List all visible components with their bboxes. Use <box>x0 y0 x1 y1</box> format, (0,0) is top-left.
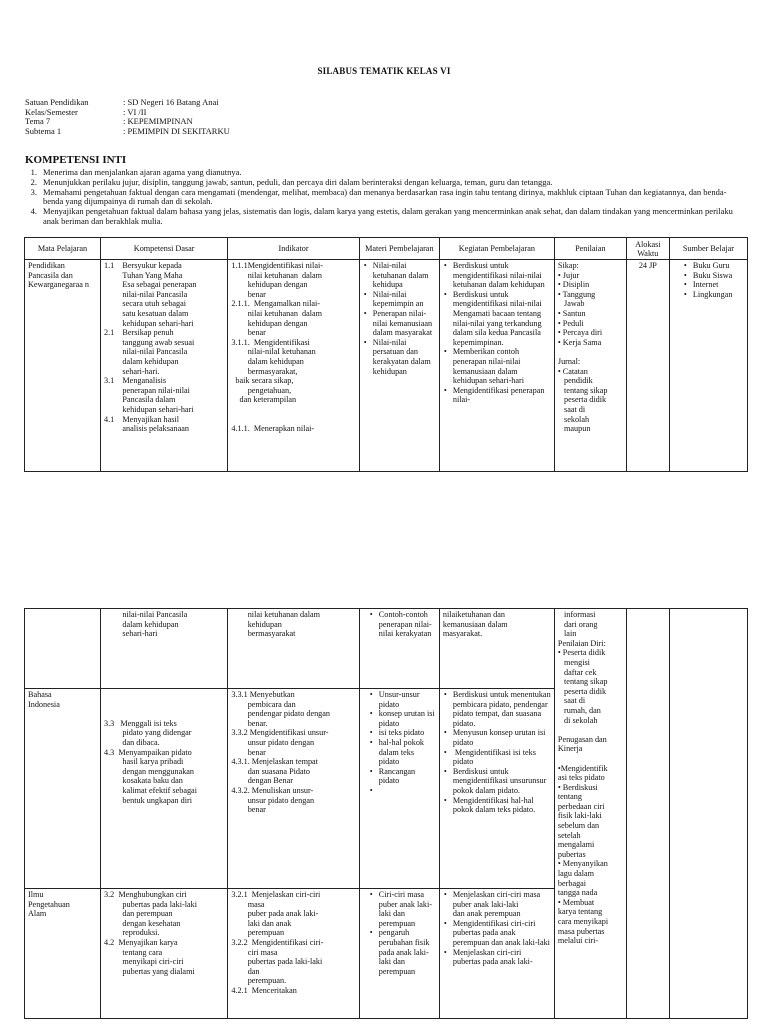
materi-cell <box>359 689 439 889</box>
info-value: : SD Negeri 16 Batang Anai <box>123 97 219 107</box>
kd-cell: 1.1 Bersyukur kepada Tuhan Yang Maha Esa sebagai penerapan nilai-nilai Pancasila secara utuh sebagai satu kesatuan dalam kehidupan sehari-hari 2.1 Bersikap penuh tanggung awab sesuai nilai-nilai Pancasila dalam kehidupan sehari-hari. 3.1 Menganalisis penerapan nilai-nilai Pancasila dalam kehidupan sehari-hari 4.1 Menyajikan hasil analisis pelaksanaan <box>100 260 227 472</box>
ki-text: Memahami pengetahuan faktual dengan cara mengamati (mendengar, melihat, membaca) dan menanya berdasarkan rasa ingin tahu tentang dirinya, makhluk ciptaan Tuhan dan kegiatannya, dan benda-benda yang dijumpainya di rumah dan di sekolah. <box>43 186 727 207</box>
kd-cell: 3.2 Menghubungkan ciri pubertas pada laki-laki dan perempuan dengan kesehatan reproduksi. 4.2 Menyajikan karya tentang cara menyikapi ciri-ciri pubertas yang dialami <box>100 889 227 1019</box>
ki-item <box>25 188 745 208</box>
ki-number: 1. <box>30 167 37 177</box>
kd-cell: 3.3 Menggali isi teks pidato yang didengar dan dibaca. 4.3 Menyampaikan pidato hasil karya pribadi dengan menggunakan kosakata baku dan kalimat efektif sebagai bentuk ungkapan diri <box>100 689 227 889</box>
list-item: • Mengidentifikasi isi teks pidato <box>453 748 551 767</box>
ki-list <box>25 168 745 227</box>
header-cell: Alokasi Waktu <box>626 238 669 260</box>
info-row <box>25 127 230 137</box>
header-cell: Penilaian <box>554 238 626 260</box>
list-item: • Menyusun konsep urutan isi pidato <box>453 728 551 747</box>
list-item: • Nilai-nilai persatuan dan kerakyatan dalam kehidupan <box>373 338 436 376</box>
list-item: • Mengidentifikasi hal-hal pokok dalam teks pidato. <box>453 796 551 815</box>
list-item: • Berdiskusi untuk mengidentifikasi nilai-nilai Mengamati bacaan tentang nilai-nilai yang terkandung dalam sila kedua Pancasila kepemimpinan. <box>453 290 551 348</box>
list-item: • konsep urutan isi pidato <box>379 709 436 728</box>
table-header-row <box>25 238 748 260</box>
kegiatan-cell <box>439 689 554 889</box>
syllabus-table-page-1 <box>24 237 748 472</box>
list-item: • Buku Guru <box>693 261 744 271</box>
list-item: • Berdiskusi untuk menentukan pembicara pidato, pendengar pidato tempat, dan suasana pidato. <box>453 690 551 728</box>
document-title: SILABUS TEMATIK KELAS VI <box>317 66 451 76</box>
list-item: • hal-hal pokok dalam teks pidato <box>379 738 436 767</box>
info-key: Kelas/Semester <box>25 106 78 117</box>
indikator-cell: 3.2.1 Menjelaskan ciri-ciri masa puber pada anak laki- laki dan anak perempuan 3.2.2 Mengidentifikasi ciri- ciri masa pubertas pada laki-laki dan perempuan. 4.2.1 Menceritakan <box>228 889 359 1019</box>
list-item: • Memberikan contoh penerapan nilai-nilai kemanusiaan dalam kehidupan sehari-hari <box>453 347 551 385</box>
info-key: Tema 7 <box>25 116 51 126</box>
info-value: : VI /II <box>123 106 147 117</box>
penilaian-cell: Sikap: • Jujur • Disiplin • Tanggung Jawab • Santun • Peduli • Percaya diri • Kerja Sama Jurnal: • Catatan pendidik tentang sikap peserta didik saat di sekolah maupun <box>554 260 626 472</box>
materi-cell <box>359 609 439 689</box>
header-cell: Kegiatan Pembelajaran <box>439 238 554 260</box>
kegiatan-cell: nilaiketuhanan dan kemanusiaan dalam masyarakat. <box>439 609 554 689</box>
list-item: • Buku Siswa <box>693 271 744 281</box>
waktu-cell: 24 JP <box>626 260 669 472</box>
kegiatan-cell <box>439 260 554 472</box>
mapel-cell: Pendidikan Pancasila dan Kewarganegaraa n <box>25 260 101 472</box>
list-item: • Mengidentifikasi ciri-ciri pubertas pada anak perempuan dan anak laki-laki <box>453 919 551 948</box>
list-item: • Rancangan pidato <box>379 767 436 786</box>
mapel-cell: Ilmu Pengetahuan Alam <box>25 889 101 1019</box>
ki-heading: KOMPETENSI INTI <box>25 154 127 166</box>
table-row <box>25 260 748 472</box>
header-cell: Kompetensi Dasar <box>100 238 227 260</box>
materi-cell <box>359 260 439 472</box>
ki-text: Menunjukkan perilaku jujur, disiplin, tanggung jawab, santun, peduli, dan percaya diri dalam berinteraksi dengan keluarga, teman, guru dan tetangga. <box>43 176 553 187</box>
info-key: Satuan Pendidikan <box>25 97 89 107</box>
info-key: Subtema 1 <box>25 125 62 136</box>
waktu-cell <box>626 609 669 1019</box>
page-1 <box>0 0 768 500</box>
penilaian-cell: informasi dari orang lain Penilaian Diri: • Peserta didik mengisi daftar cek tentang sikap peserta didik saat di rumah, dan di sekolah Penugasan dan Kinerja •Mengidentifik asi teks pidato • Berdiskusi tentang perbedaan ciri fisik laki-laki sebelum dan setelah mengalami pubertas • Menyanyikan lagu dalam berbagai tangga nada • Membuat karya tentang cara menyikapi masa pubertas melalui ciri- <box>554 609 626 1019</box>
sumber-cell <box>669 609 747 1019</box>
ki-item <box>25 207 745 227</box>
table-row <box>25 609 748 689</box>
list-item: • Lingkungan <box>693 290 744 300</box>
indikator-cell: nilai ketuhanan dalam kehidupan bermasyarakat <box>228 609 359 689</box>
info-value: : KEPEMIMPINAN <box>123 116 193 126</box>
identity-block <box>25 98 230 136</box>
materi-cell <box>359 889 439 1019</box>
list-item: • Ciri-ciri masa puber anak laki-laki dan perempuan <box>379 890 436 928</box>
list-item: • Unsur-unsur pidato <box>379 690 436 709</box>
indikator-cell: 3.3.1 Menyebutkan pembicara dan pendengar pidato dengan benar. 3.3.2 Mengidentifikasi unsur- unsur pidato dengan benar 4.3.1. Menjelaskan tempat dan suasana Pidato dengan Benar 4.3.2. Menuliskan unsur- unsur pidato dengan benar <box>228 689 359 889</box>
list-item: • Nilai-nilai ketuhanan dalam kehidupa <box>373 261 436 290</box>
list-item: • Berdiskusi untuk mengidentifikasi unsurunsur pokok dalam pidato. <box>453 767 551 796</box>
kegiatan-cell <box>439 889 554 1019</box>
ki-number: 3. <box>30 186 37 197</box>
list-item: • Menjelaskan ciri-ciri masa puber anak laki-laki dan anak perempuan <box>453 890 551 919</box>
sumber-cell <box>669 260 747 472</box>
info-value: : PEMIMPIN DI SEKITARKU <box>123 125 230 136</box>
ki-text: Menyajikan pengetahuan faktual dalam bahasa yang jelas, sistematis dan logis, dalam karya yang estetis, dalam gerakan yang mencerminkan anak sehat, dan dalam tindakan yang mencerminkan perilaku anak beriman dan berakhlak mulia. <box>43 206 733 226</box>
list-item: • Mengidentifikasi penerapan nilai- <box>453 386 551 405</box>
list-item: • Berdiskusi untuk mengidentifikasi nilai-nilai ketuhanan dalam kehidupan <box>453 261 551 290</box>
mapel-cell <box>25 609 101 689</box>
ki-number: 2. <box>30 176 37 187</box>
list-item: • Internet <box>693 280 744 290</box>
syllabus-table-page-2 <box>24 608 748 1019</box>
header-cell: Sumber Belajar <box>669 238 747 260</box>
indikator-cell: 1.1.1Mengidentifikasi nilai- nilai ketuhanan dalam kehidupan dengan benar 2.1.1. Mengamalkan nilai- nilai ketuhanan dalam kehidupan dengan benar 3.1.1. Mengidentifikasi nilai-nilaI ketuhanan dalam kehidupan bermasyarakat, baik secara sikap, pengetahuan, dan keterampilan 4.1.1. Menerapkan nilai- <box>228 260 359 472</box>
header-cell: Indikator <box>228 238 359 260</box>
ki-text: Menerima dan menjalankan ajaran agama yang dianutnya. <box>43 167 242 177</box>
kd-cell: nilai-nilai Pancasila dalam kehidupan sehari-hari <box>100 609 227 689</box>
list-item: • Nilai-nilai kepemimpin an <box>373 290 436 309</box>
list-item: • Contoh-contoh penerapan nilai-nilai kerakyatan <box>379 610 436 639</box>
list-item: • pengaruh perubahan fisik pada anak laki-laki dan perempuan <box>379 928 436 976</box>
list-item: • Penerapan nilai- nilai kemanusiaan dalam masyarakat <box>373 309 436 338</box>
header-cell: Materi Pembelajaran <box>359 238 439 260</box>
ki-number: 4. <box>30 206 37 217</box>
list-item: • Menjelaskan ciri-ciri pubertas pada anak laki- <box>453 948 551 967</box>
header-cell: Mata Pelajaran <box>25 238 101 260</box>
mapel-cell: Bahasa Indonesia <box>25 689 101 889</box>
list-item: • isi teks pidato <box>379 728 436 738</box>
page-2 <box>0 500 768 1024</box>
